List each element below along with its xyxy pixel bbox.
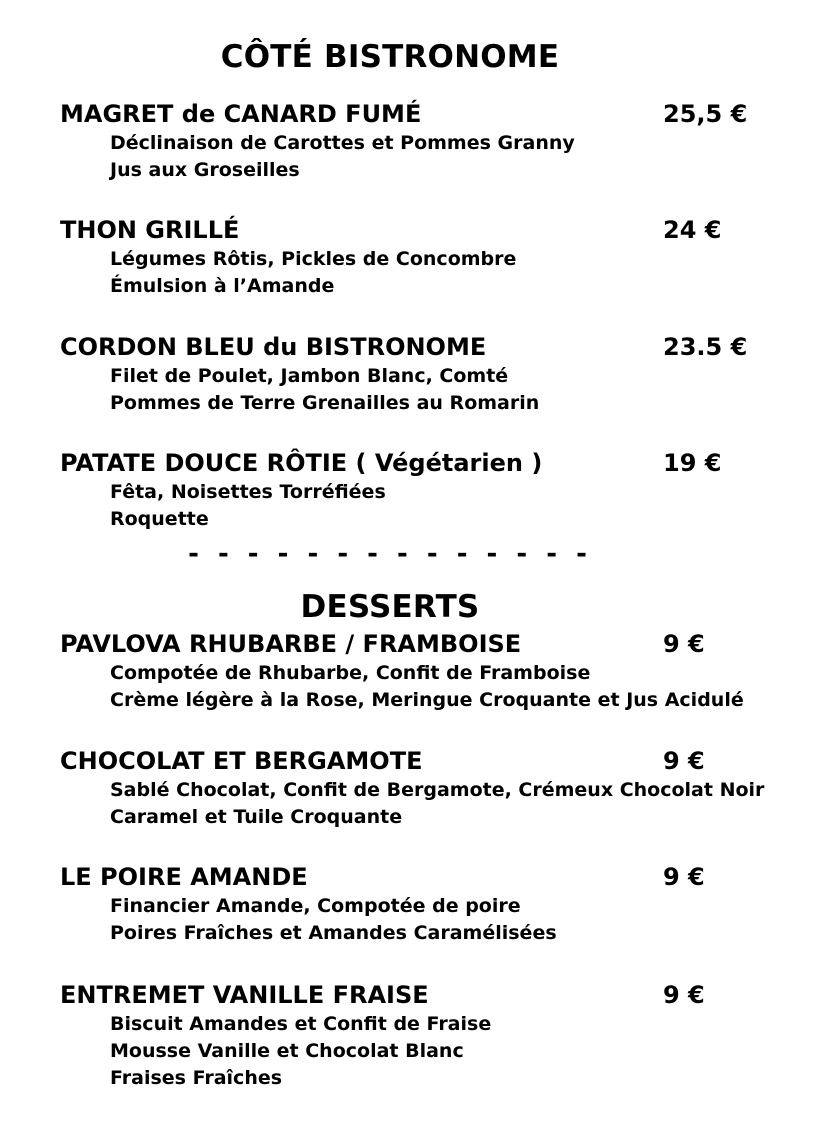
- item-name: MAGRET de CANARD FUMÉ: [60, 100, 422, 128]
- item-description: Fraises Fraîches: [110, 1067, 283, 1089]
- item-description: Sablé Chocolat, Confit de Bergamote, Crémeux Chocolat Noir: [110, 779, 765, 801]
- item-description: Financier Amande, Compotée de poire: [110, 895, 521, 917]
- item-description: Déclinaison de Carottes et Pommes Granny: [110, 132, 575, 154]
- item-description: Jus aux Groseilles: [110, 159, 300, 181]
- item-price: 9 €: [663, 981, 705, 1009]
- item-name: THON GRILLÉ: [60, 216, 240, 244]
- item-name: PAVLOVA RHUBARBE / FRAMBOISE: [60, 630, 522, 658]
- item-name: PATATE DOUCE RÔTIE ( Végétarien ): [60, 449, 543, 477]
- item-price: 24 €: [663, 216, 722, 244]
- menu-item: [60, 331, 760, 417]
- section-title-bistronome: CÔTÉ BISTRONOME: [220, 39, 560, 75]
- item-name: CHOCOLAT ET BERGAMOTE: [60, 747, 423, 775]
- item-price: 9 €: [663, 747, 705, 775]
- menu-item: [60, 214, 760, 300]
- menu-item: [60, 98, 760, 184]
- menu-item: [60, 628, 760, 714]
- item-price: 23.5 €: [663, 333, 748, 361]
- menu-item: [60, 745, 765, 831]
- item-price: 9 €: [663, 630, 705, 658]
- item-price: 9 €: [663, 863, 705, 891]
- item-description: Compotée de Rhubarbe, Confit de Framboise: [110, 662, 591, 684]
- item-description: Filet de Poulet, Jambon Blanc, Comté: [110, 365, 509, 387]
- item-description: Légumes Rôtis, Pickles de Concombre: [110, 248, 517, 270]
- item-description: Poires Fraîches et Amandes Caramélisées: [110, 922, 557, 944]
- item-price: 25,5 €: [663, 100, 748, 128]
- menu-item: [60, 447, 760, 533]
- section-title-desserts: DESSERTS: [300, 589, 480, 625]
- item-price: 19 €: [663, 449, 722, 477]
- item-description: Fêta, Noisettes Torréfiées: [110, 481, 386, 503]
- item-description: Crème légère à la Rose, Meringue Croquante et Jus Acidulé: [110, 689, 744, 711]
- section-divider: - - - - - - - - - - - - - -: [188, 539, 592, 569]
- item-description: Biscuit Amandes et Confit de Fraise: [110, 1013, 492, 1035]
- item-description: Roquette: [110, 508, 209, 530]
- item-name: LE POIRE AMANDE: [60, 863, 308, 891]
- menu-item: [60, 861, 760, 947]
- item-description: Caramel et Tuile Croquante: [110, 806, 403, 828]
- item-description: Mousse Vanille et Chocolat Blanc: [110, 1040, 464, 1062]
- item-description: Émulsion à l’Amande: [110, 275, 335, 297]
- item-name: ENTREMET VANILLE FRAISE: [60, 981, 429, 1009]
- menu-item: [60, 979, 760, 1092]
- item-name: CORDON BLEU du BISTRONOME: [60, 333, 487, 361]
- item-description: Pommes de Terre Grenailles au Romarin: [110, 392, 540, 414]
